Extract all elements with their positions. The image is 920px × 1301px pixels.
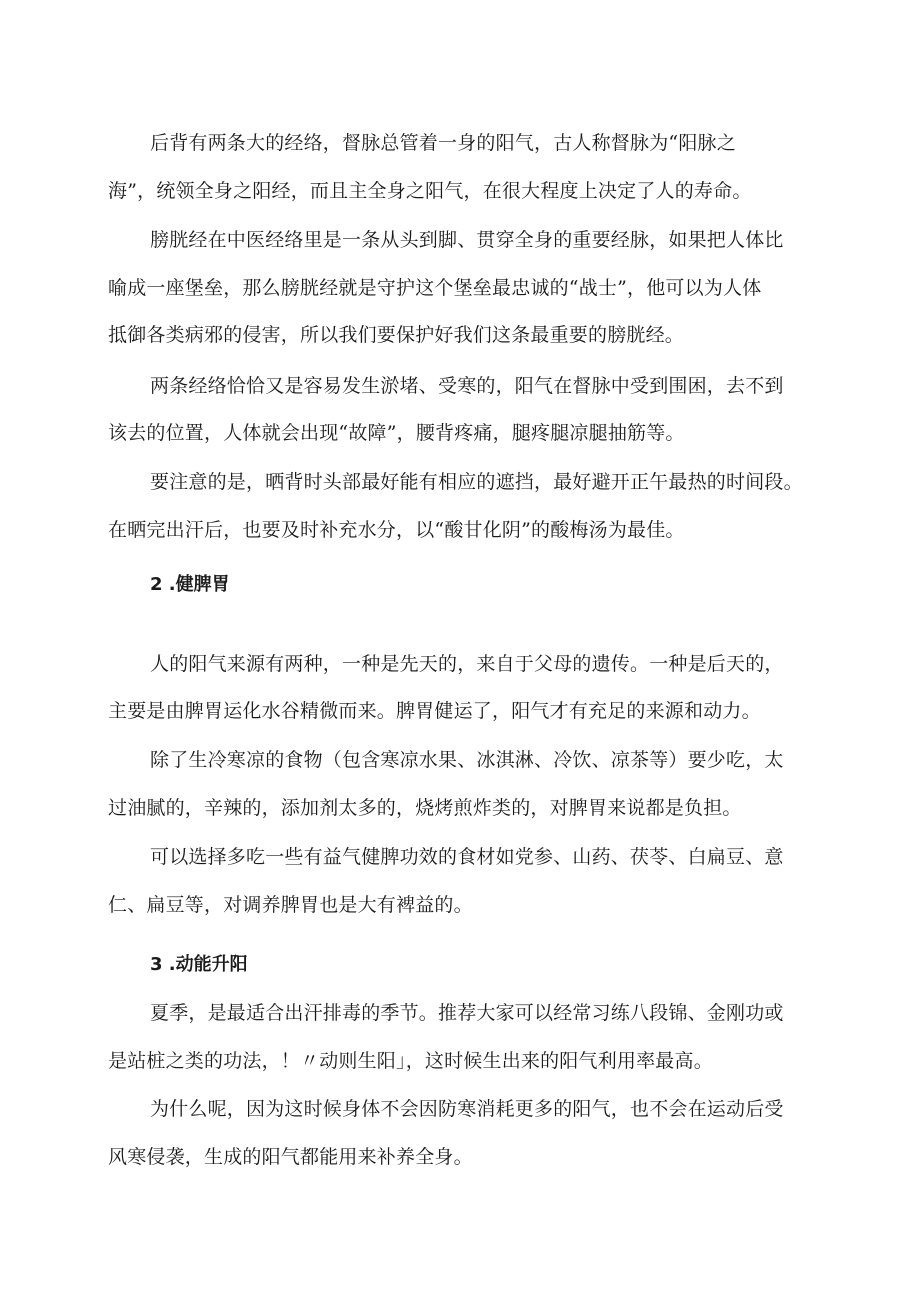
paragraph-line: 仁、扁豆等，对调养脾胃也是大有裨益的。 <box>108 894 473 916</box>
paragraph-line: 人的阳气来源有两种，一种是先天的，来自于父母的遗传。一种是后天的， <box>150 653 784 675</box>
paragraph-line: 可以选择多吃一些有益气健脾功效的食材如党参、山药、茯苓、白扁豆、意 <box>150 846 784 868</box>
paragraph-line: 过油腻的，辛辣的，添加剂太多的，烧烤煎炸类的，对脾胃来说都是负担。 <box>108 797 742 819</box>
paragraph-line: 海”，统领全身之阳经，而且主全身之阳气，在很大程度上决定了人的寿命。 <box>108 180 752 202</box>
paragraph-line: 除了生冷寒凉的食物（包含寒凉水果、冰淇淋、冷饮、凉茶等）要少吃，太 <box>150 749 784 771</box>
paragraph-line: 该去的位置，人体就会出现“故障”，腰背疼痛，腿疼腿凉腿抽筋等。 <box>108 422 685 444</box>
paragraph-line: 在晒完出汗后，也要及时补充水分，以“酸甘化阴”的酸梅汤为最佳。 <box>108 519 685 541</box>
paragraph-line: 为什么呢，因为这时候身体不会因防寒消耗更多的阳气，也不会在运动后受 <box>150 1098 784 1120</box>
paragraph-line: 风寒侵袭，生成的阳气都能用来补养全身。 <box>108 1146 473 1168</box>
paragraph-line: 主要是由脾胃运化水谷精微而来。脾胃健运了，阳气才有充足的来源和动力。 <box>108 700 761 722</box>
paragraph-line: 抵御各类病邪的侵害，所以我们要保护好我们这条最重要的膀胱经。 <box>108 324 685 346</box>
paragraph-line: 喻成一座堡垒，那么膀胱经就是守护这个堡垒最忠诚的“战士”，他可以为人体 <box>108 277 762 299</box>
paragraph-line: 夏季，是最适合出汗排毒的季节。推荐大家可以经常习练八段锦、金刚功或 <box>150 1002 784 1024</box>
paragraph-line: 是站桩之类的功法，！〃动则生阳」，这时候生出来的阳气利用率最高。 <box>108 1050 713 1072</box>
paragraph-line: 后背有两条大的经络，督脉总管着一身的阳气，古人称督脉为“阳脉之 <box>150 132 736 154</box>
paragraph-line: 要注意的是，晒背时头部最好能有相应的遮挡，最好避开正午最热的时间段。 <box>150 471 803 493</box>
paragraph-line: 膀胱经在中医经络里是一条从头到脚、贯穿全身的重要经脉，如果把人体比 <box>150 229 784 251</box>
paragraph-line: 两条经络恰恰又是容易发生淤堵、受寒的，阳气在督脉中受到围困，去不到 <box>150 375 784 397</box>
section-heading-3: 3 .动能升阳 <box>150 954 248 975</box>
section-heading-2: 2 .健脾胃 <box>150 574 230 595</box>
